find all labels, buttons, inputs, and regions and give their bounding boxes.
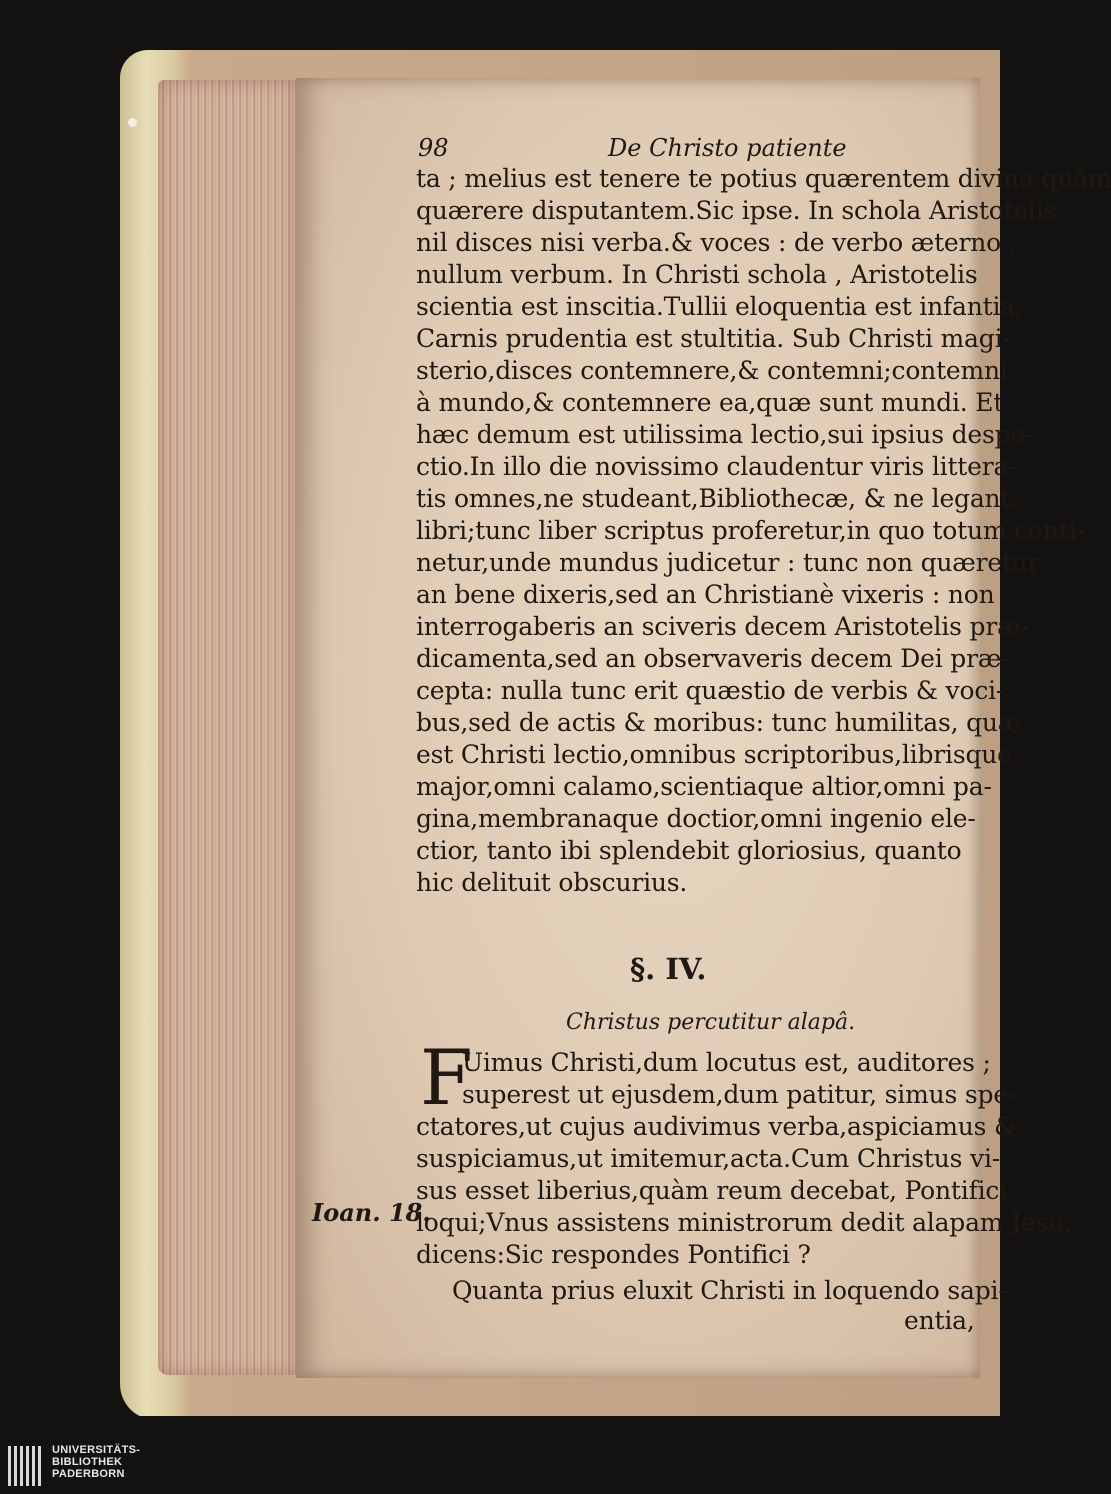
- binding-hole: [128, 118, 137, 127]
- text-line: ta ; melius est tenere te potius quærentem divina quàm: [416, 164, 1111, 193]
- text-line: suspiciamus,ut imitemur,acta.Cum Christus vi-: [416, 1144, 1001, 1173]
- text-line: major,omni calamo,scientiaque altior,omni pa-: [416, 772, 992, 801]
- page-header: [418, 134, 958, 166]
- text-line: superest ut ejusdem,dum patitur, simus spe-: [462, 1080, 1017, 1109]
- text-line: ctatores,ut cujus audivimus verba,aspiciamus &: [416, 1112, 1017, 1141]
- text-line: an bene dixeris,sed an Christianè vixeris : non: [416, 580, 995, 609]
- text-line: interrogaberis an sciveris decem Aristotelis præ-: [416, 612, 1029, 641]
- text-line: quærere disputantem.Sic ipse. In schola Aristotelis: [416, 196, 1057, 225]
- text-line: hæc demum est utilissima lectio,sui ipsius despe-: [416, 420, 1034, 449]
- text-line: dicens:Sic respondes Pontifici ?: [416, 1240, 811, 1269]
- text-line: à mundo,& contemnere ea,quæ sunt mundi. Et: [416, 388, 1004, 417]
- text-line: sus esset liberius,quàm reum decebat, Pontifici: [416, 1176, 1008, 1205]
- library-logo-text: UNIVERSITÄTS- BIBLIOTHEK PADERBORN: [52, 1444, 141, 1480]
- text-line: dicamenta,sed an observaveris decem Dei præ-: [416, 644, 1010, 673]
- text-line: gina,membranaque doctior,omni ingenio ele-: [416, 804, 976, 833]
- library-logo-icon: [8, 1446, 46, 1486]
- section-number: §. IV.: [630, 952, 707, 986]
- text-line: sterio,disces contemnere,& contemni;contemni: [416, 356, 1008, 385]
- text-line: Uimus Christi,dum locutus est, auditores ;: [462, 1048, 991, 1077]
- section-text-block: [416, 1033, 1072, 1340]
- text-line: entia,: [904, 1306, 975, 1335]
- text-line: tis omnes,ne studeant,Bibliothecæ, & ne legant,: [416, 484, 1019, 513]
- text-line: est Christi lectio,omnibus scriptoribus,librisque: [416, 740, 1012, 769]
- text-line: loqui;Vnus assistens ministrorum dedit alapam Jesu,: [416, 1208, 1072, 1237]
- margin-note: Ioan. 18.: [312, 1198, 431, 1227]
- text-line: nil disces nisi verba.& voces : de verbo æterno ,: [416, 228, 1017, 257]
- page-edges: [158, 80, 298, 1375]
- text-line: Carnis prudentia est stultitia. Sub Christi magi-: [416, 324, 1011, 353]
- text-line: bus,sed de actis & moribus: tunc humilitas, quæ: [416, 708, 1022, 737]
- text-line: scientia est inscitia.Tullii eloquentia est infantia,: [416, 292, 1023, 321]
- text-line: ctio.In illo die novissimo claudentur viris littera-: [416, 452, 1017, 481]
- page-number: 98: [418, 134, 449, 162]
- text-line: hic delituit obscurius.: [416, 868, 688, 897]
- text-line: Quanta prius eluxit Christi in loquendo sapi-: [452, 1276, 1007, 1305]
- main-text-block: [416, 164, 1111, 916]
- text-line: nullum verbum. In Christi schola , Aristotelis: [416, 260, 978, 289]
- footer-bar: [0, 1416, 1000, 1494]
- text-line: libri;tunc liber scriptus proferetur,in quo totum conti-: [416, 516, 1085, 545]
- running-title: De Christo patiente: [608, 134, 847, 162]
- text-line: netur,unde mundus judicetur : tunc non quæretur: [416, 548, 1040, 577]
- drop-cap: F: [420, 1033, 473, 1122]
- section-title: Christus percutitur alapâ.: [566, 1010, 856, 1035]
- text-line: ctior, tanto ibi splendebit gloriosius, quanto: [416, 836, 962, 865]
- text-line: cepta: nulla tunc erit quæstio de verbis & voci-: [416, 676, 1005, 705]
